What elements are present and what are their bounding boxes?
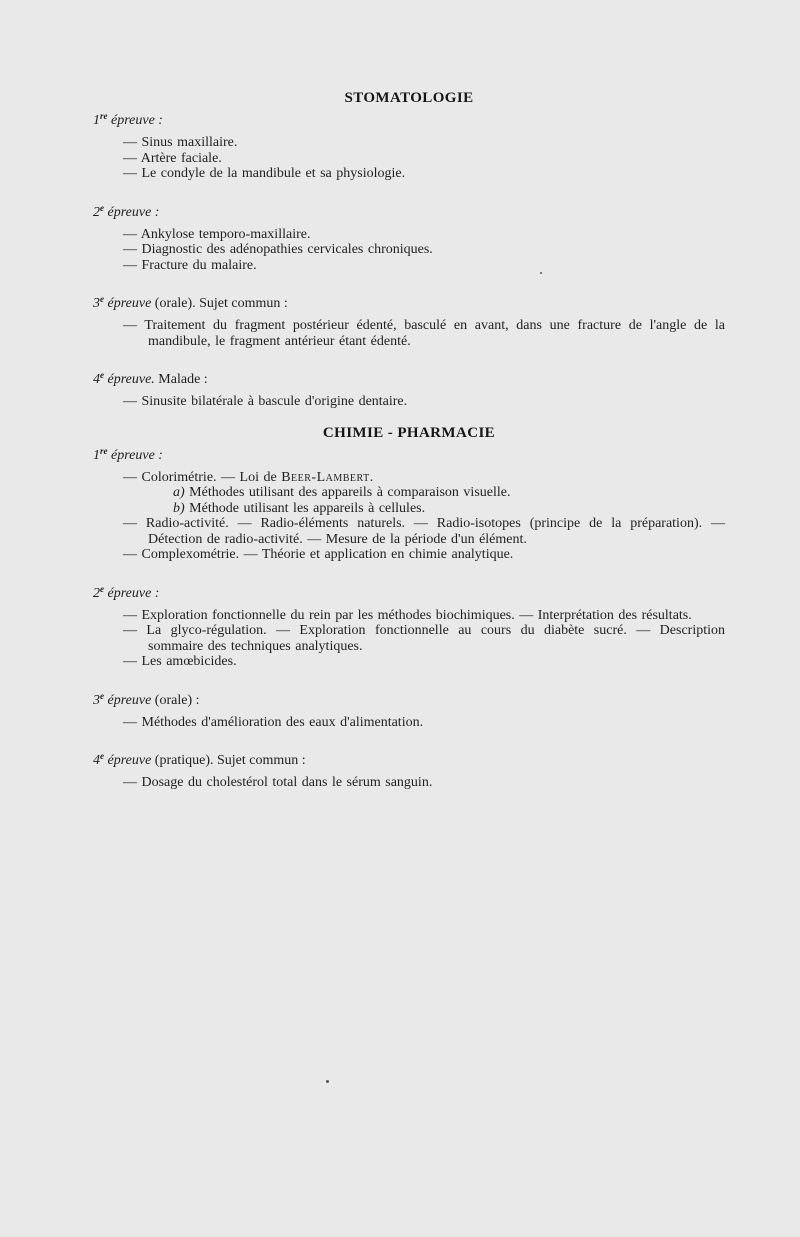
section-title-chimie-pharmacie: CHIMIE - PHARMACIE — [322, 424, 496, 441]
chimie-epreuve-4 — [93, 748, 725, 791]
stomatologie-epreuve-2 — [93, 200, 725, 274]
topic-item: — Le condyle de la mandibule et sa physiologie. — [123, 166, 406, 181]
topic-item: — Méthodes d'amélioration des eaux d'alimentation. — [123, 714, 424, 730]
topic-list — [93, 394, 725, 410]
epreuve-ordinal: e — [100, 751, 104, 761]
topic-item — [93, 470, 725, 486]
stomatologie-epreuve-3 — [93, 291, 725, 349]
topic-text: . — [369, 469, 374, 485]
subtopic-text: Méthode utilisant les appareils à cellules. — [184, 500, 426, 516]
topic-item: — Fracture du malaire. — [123, 257, 257, 273]
epreuve-heading — [93, 291, 725, 312]
epreuve-ordinal: e — [100, 583, 104, 594]
scan-speck — [326, 1080, 329, 1083]
subtopic-item — [93, 501, 725, 517]
topic-list — [93, 775, 725, 791]
epreuve-label: épreuve — [107, 692, 152, 708]
topic-item: — Ankylose temporo-maxillaire. — [123, 226, 311, 242]
topic-list — [93, 318, 725, 349]
epreuve-ordinal: re — [100, 111, 108, 121]
epreuve-detail: (orale). Sujet commun : — [151, 296, 288, 311]
epreuve-label: épreuve — [107, 296, 152, 311]
author-name: Beer-Lambert — [281, 469, 370, 485]
epreuve-heading — [93, 367, 725, 388]
topic-item: — Traitement du fragment postérieur édenté, basculé en avant, dans une fracture de l'angle de la mandibule, le fragment antérieur étant édenté. — [123, 318, 725, 349]
stomatologie-epreuve-1 — [93, 108, 725, 182]
topic-item: — Radio-activité. — Radio-éléments naturels. — Radio-isotopes (principe de la préparation). — Détection de radio-activité. — Mesure de la période d'un élément. — [123, 516, 725, 547]
subtopic-item — [93, 485, 725, 501]
topic-list — [93, 470, 725, 563]
epreuve-number: 2 — [93, 585, 100, 601]
epreuve-label: épreuve. — [107, 372, 155, 387]
epreuve-heading — [93, 443, 725, 464]
section-title-stomatologie: STOMATOLOGIE — [344, 90, 474, 106]
topic-item: — Complexométrie. — Théorie et application en chimie analytique. — [123, 547, 514, 562]
epreuve-number: 3 — [93, 296, 100, 311]
epreuve-detail: (pratique). Sujet commun : — [151, 753, 306, 768]
epreuve-label: épreuve : — [107, 204, 160, 220]
stomatologie-epreuve-4 — [93, 367, 725, 410]
subtopic-letter: b) — [173, 500, 185, 516]
topic-item: — Sinusite bilatérale à bascule d'origine dentaire. — [123, 394, 408, 409]
epreuve-ordinal: e — [100, 370, 104, 380]
topic-list — [93, 715, 725, 731]
epreuve-number: 1 — [93, 447, 100, 463]
epreuve-label: épreuve : — [111, 113, 163, 128]
epreuve-label: épreuve : — [107, 585, 160, 601]
epreuve-label: épreuve : — [111, 447, 163, 463]
section-chimie-pharmacie — [93, 424, 725, 791]
topic-item: — La glyco-régulation. — Exploration fonctionnelle au cours du diabète sucré. — Description sommaire des techniques analytiques. — [123, 623, 725, 654]
epreuve-detail: Malade : — [154, 372, 208, 387]
chimie-epreuve-2 — [93, 581, 725, 670]
subtopic-text: Méthodes utilisant des appareils à comparaison visuelle. — [184, 485, 511, 500]
epreuve-ordinal: e — [100, 202, 104, 213]
epreuve-ordinal: e — [100, 690, 104, 701]
epreuve-number: 2 — [93, 204, 100, 220]
epreuve-detail: (orale) : — [151, 692, 200, 708]
epreuve-number: 4 — [93, 372, 100, 387]
topic-item: — Les amœbicides. — [123, 654, 237, 669]
epreuve-heading — [93, 108, 725, 129]
topic-list — [93, 135, 725, 182]
epreuve-ordinal: re — [100, 445, 108, 456]
epreuve-number: 3 — [93, 692, 100, 708]
epreuve-number: 4 — [93, 753, 100, 768]
epreuve-heading — [93, 688, 725, 709]
topic-item: — Sinus maxillaire. — [123, 135, 238, 150]
epreuve-heading — [93, 200, 725, 221]
epreuve-number: 1 — [93, 113, 100, 128]
epreuve-heading — [93, 581, 725, 602]
topic-item: — Exploration fonctionnelle du rein par les méthodes biochimiques. — Interprétation des résultats. — [123, 607, 692, 623]
topic-item: — Diagnostic des adénopathies cervicales chroniques. — [123, 242, 433, 257]
topic-item: — Artère faciale. — [123, 150, 222, 166]
section-stomatologie — [93, 89, 725, 410]
document-content — [93, 89, 725, 791]
scan-speck — [540, 272, 542, 274]
chimie-epreuve-3 — [93, 688, 725, 731]
topic-item: — Dosage du cholestérol total dans le sérum sanguin. — [123, 775, 433, 790]
topic-list — [93, 227, 725, 274]
subtopic-letter: a) — [173, 485, 185, 500]
epreuve-label: épreuve — [107, 753, 152, 768]
epreuve-heading — [93, 748, 725, 769]
topic-list — [93, 608, 725, 670]
chimie-epreuve-1 — [93, 443, 725, 563]
epreuve-ordinal: e — [100, 294, 104, 304]
topic-text: — Colorimétrie. — Loi de — [123, 469, 282, 485]
